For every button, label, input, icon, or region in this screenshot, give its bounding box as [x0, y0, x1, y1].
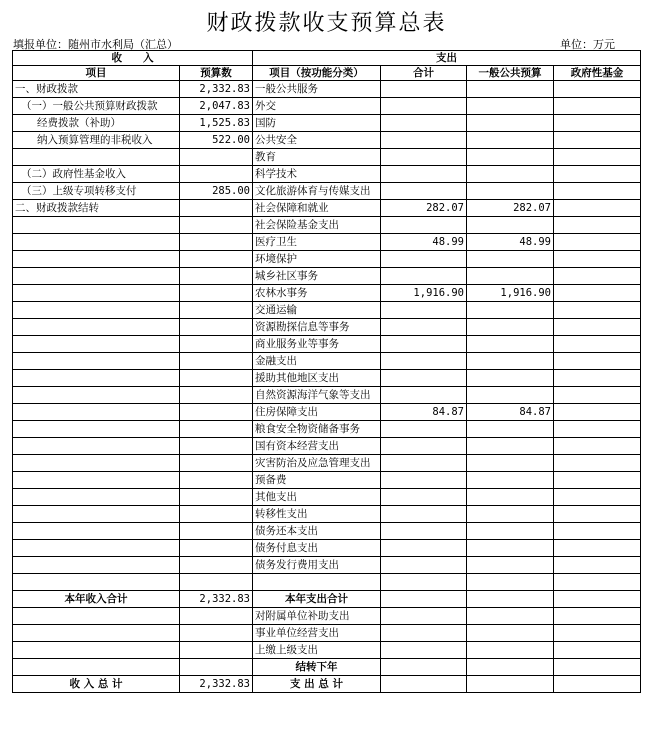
income-amount-cell: 522.00: [180, 132, 253, 149]
expense-item-cell: 灾害防治及应急管理支出: [253, 455, 381, 472]
header-total: 合计: [381, 66, 467, 81]
expense-general-cell: [467, 523, 554, 540]
income-item-cell: [13, 523, 180, 540]
table-row: [13, 608, 641, 625]
table-row: [13, 506, 641, 523]
table-row: [13, 234, 641, 251]
expense-general-cell: [467, 166, 554, 183]
expense-item-cell: 其他支出: [253, 489, 381, 506]
expense-total-cell: 282.07: [381, 200, 467, 217]
income-item-cell: （二）政府性基金收入: [13, 166, 180, 183]
income-item-cell: [13, 506, 180, 523]
expense-fund-cell: [554, 217, 641, 234]
expense-general-cell: [467, 387, 554, 404]
expense-fund-cell: [554, 353, 641, 370]
expense-general-cell: [467, 353, 554, 370]
expense-fund-cell: [554, 251, 641, 268]
table-row: [13, 285, 641, 302]
expense-total-cell: [381, 608, 467, 625]
expense-item-cell: 援助其他地区支出: [253, 370, 381, 387]
income-item-cell: [13, 285, 180, 302]
expense-total-cell: [381, 472, 467, 489]
expense-total-cell: [381, 506, 467, 523]
reporting-unit: 填报单位：随州市水利局（汇总）: [13, 38, 178, 51]
expense-fund-cell: [554, 608, 641, 625]
table-row: [13, 676, 641, 693]
expense-general-cell: [467, 659, 554, 676]
income-group-header: 收 入: [13, 51, 253, 66]
expense-item-cell: 公共安全: [253, 132, 381, 149]
expense-fund-cell: [554, 591, 641, 608]
expense-general-cell: [467, 472, 554, 489]
table-row: [13, 642, 641, 659]
expense-item-cell: 支 出 总 计: [253, 676, 381, 693]
expense-total-cell: [381, 336, 467, 353]
table-header-group-row: [13, 51, 641, 66]
income-amount-cell: 285.00: [180, 183, 253, 200]
expense-item-cell: 住房保障支出: [253, 404, 381, 421]
expense-general-cell: [467, 642, 554, 659]
income-amount-cell: [180, 370, 253, 387]
income-amount-cell: [180, 285, 253, 302]
expense-fund-cell: [554, 489, 641, 506]
expense-general-cell: [467, 183, 554, 200]
income-amount-cell: [180, 387, 253, 404]
expense-item-cell: 对附属单位补助支出: [253, 608, 381, 625]
table-row: [13, 336, 641, 353]
income-amount-cell: [180, 455, 253, 472]
income-item-cell: 经费拨款（补助）: [13, 115, 180, 132]
income-amount-cell: 2,047.83: [180, 98, 253, 115]
expense-total-cell: 1,916.90: [381, 285, 467, 302]
table-row: [13, 81, 641, 98]
income-amount-cell: [180, 421, 253, 438]
expense-general-cell: [467, 608, 554, 625]
expense-total-cell: [381, 523, 467, 540]
table-row: [13, 387, 641, 404]
expense-general-cell: [467, 302, 554, 319]
expense-general-cell: 1,916.90: [467, 285, 554, 302]
income-amount-cell: [180, 251, 253, 268]
expense-item-cell: 环境保护: [253, 251, 381, 268]
income-amount-cell: 2,332.83: [180, 676, 253, 693]
income-amount-cell: [180, 149, 253, 166]
income-item-cell: [13, 557, 180, 574]
expense-fund-cell: [554, 319, 641, 336]
expense-general-cell: [467, 98, 554, 115]
income-amount-cell: [180, 625, 253, 642]
expense-fund-cell: [554, 676, 641, 693]
expense-total-cell: [381, 421, 467, 438]
expense-item-cell: 国防: [253, 115, 381, 132]
income-amount-cell: [180, 353, 253, 370]
expense-total-cell: [381, 98, 467, 115]
expense-general-cell: [467, 319, 554, 336]
expense-general-cell: [467, 557, 554, 574]
expense-total-cell: [381, 217, 467, 234]
income-item-cell: [13, 251, 180, 268]
table-row: [13, 489, 641, 506]
table-row: [13, 421, 641, 438]
income-item-cell: [13, 336, 180, 353]
income-amount-cell: [180, 489, 253, 506]
expense-item-cell: 金融支出: [253, 353, 381, 370]
income-item-cell: [13, 659, 180, 676]
expense-general-cell: [467, 81, 554, 98]
expense-item-cell: 商业服务业等事务: [253, 336, 381, 353]
expense-fund-cell: [554, 659, 641, 676]
income-item-cell: [13, 217, 180, 234]
table-row: [13, 591, 641, 608]
income-item-cell: [13, 472, 180, 489]
income-amount-cell: [180, 506, 253, 523]
expense-item-cell: 转移性支出: [253, 506, 381, 523]
expense-item-cell: 上缴上级支出: [253, 642, 381, 659]
income-amount-cell: [180, 574, 253, 591]
expense-total-cell: [381, 81, 467, 98]
income-item-cell: [13, 438, 180, 455]
table-row: [13, 302, 641, 319]
expense-item-cell: 粮食安全物资储备事务: [253, 421, 381, 438]
expense-fund-cell: [554, 540, 641, 557]
expense-fund-cell: [554, 557, 641, 574]
table-row: [13, 166, 641, 183]
expense-general-cell: [467, 421, 554, 438]
income-amount-cell: 2,332.83: [180, 591, 253, 608]
expense-item-cell: 外交: [253, 98, 381, 115]
header-fund: 政府性基金: [554, 66, 641, 81]
expense-total-cell: [381, 642, 467, 659]
income-item-cell: [13, 302, 180, 319]
table-row: [13, 404, 641, 421]
income-amount-cell: [180, 438, 253, 455]
income-amount-cell: [180, 268, 253, 285]
income-item-cell: [13, 234, 180, 251]
expense-fund-cell: [554, 166, 641, 183]
income-item-cell: （一）一般公共预算财政拨款: [13, 98, 180, 115]
expense-total-cell: [381, 489, 467, 506]
income-amount-cell: [180, 319, 253, 336]
income-item-cell: 本年收入合计: [13, 591, 180, 608]
expense-total-cell: [381, 183, 467, 200]
expense-general-cell: [467, 540, 554, 557]
income-amount-cell: [180, 472, 253, 489]
expense-item-cell: 交通运输: [253, 302, 381, 319]
expense-item-cell: 城乡社区事务: [253, 268, 381, 285]
income-amount-cell: [180, 540, 253, 557]
expense-fund-cell: [554, 404, 641, 421]
expense-fund-cell: [554, 115, 641, 132]
income-amount-cell: [180, 642, 253, 659]
expense-item-cell: 债务发行费用支出: [253, 557, 381, 574]
expense-total-cell: [381, 625, 467, 642]
income-item-cell: [13, 404, 180, 421]
expense-general-cell: [467, 149, 554, 166]
expense-fund-cell: [554, 302, 641, 319]
table-row: [13, 557, 641, 574]
income-amount-cell: [180, 523, 253, 540]
table-row: [13, 251, 641, 268]
expense-fund-cell: [554, 268, 641, 285]
table-row: [13, 370, 641, 387]
table-row: [13, 319, 641, 336]
expense-total-cell: [381, 115, 467, 132]
expense-total-cell: [381, 591, 467, 608]
expense-general-cell: [467, 506, 554, 523]
income-amount-cell: 1,525.83: [180, 115, 253, 132]
expense-general-cell: [467, 115, 554, 132]
expense-total-cell: [381, 353, 467, 370]
income-amount-cell: [180, 234, 253, 251]
expense-general-cell: 48.99: [467, 234, 554, 251]
expense-general-cell: [467, 132, 554, 149]
expense-item-cell: 教育: [253, 149, 381, 166]
expense-fund-cell: [554, 149, 641, 166]
income-amount-cell: [180, 200, 253, 217]
expense-general-cell: [467, 438, 554, 455]
table-row: [13, 625, 641, 642]
income-item-cell: [13, 421, 180, 438]
income-amount-cell: 2,332.83: [180, 81, 253, 98]
table-row: [13, 268, 641, 285]
table-row: [13, 438, 641, 455]
expense-item-cell: 农林水事务: [253, 285, 381, 302]
expense-fund-cell: [554, 81, 641, 98]
income-item-cell: 纳入预算管理的非税收入: [13, 132, 180, 149]
expense-total-cell: [381, 387, 467, 404]
expense-fund-cell: [554, 625, 641, 642]
expense-total-cell: [381, 574, 467, 591]
income-item-cell: [13, 574, 180, 591]
income-item-cell: [13, 489, 180, 506]
budget-table: [12, 50, 641, 693]
expense-fund-cell: [554, 234, 641, 251]
expense-fund-cell: [554, 200, 641, 217]
expense-item-cell: 本年支出合计: [253, 591, 381, 608]
expense-fund-cell: [554, 370, 641, 387]
income-item-cell: 一、财政拨款: [13, 81, 180, 98]
income-amount-cell: [180, 166, 253, 183]
income-item-cell: （三）上级专项转移支付: [13, 183, 180, 200]
expense-general-cell: [467, 336, 554, 353]
expense-general-cell: [467, 574, 554, 591]
expense-total-cell: [381, 302, 467, 319]
table-row: [13, 115, 641, 132]
expense-fund-cell: [554, 387, 641, 404]
expense-fund-cell: [554, 438, 641, 455]
table-row: [13, 659, 641, 676]
header-budget: 预算数: [180, 66, 253, 81]
expense-item-cell: 结转下年: [253, 659, 381, 676]
table-row: [13, 574, 641, 591]
expense-fund-cell: [554, 421, 641, 438]
income-amount-cell: [180, 302, 253, 319]
header-item: 项目: [13, 66, 180, 81]
table-row: [13, 217, 641, 234]
expense-general-cell: [467, 370, 554, 387]
expense-item-cell: 一般公共服务: [253, 81, 381, 98]
expense-general-cell: 282.07: [467, 200, 554, 217]
table-row: [13, 132, 641, 149]
expense-general-cell: [467, 676, 554, 693]
expense-fund-cell: [554, 336, 641, 353]
table-row: [13, 523, 641, 540]
expense-fund-cell: [554, 506, 641, 523]
expense-fund-cell: [554, 523, 641, 540]
income-amount-cell: [180, 659, 253, 676]
income-item-cell: [13, 625, 180, 642]
expense-total-cell: [381, 149, 467, 166]
expense-general-cell: [467, 489, 554, 506]
expense-item-cell: 债务还本支出: [253, 523, 381, 540]
expense-item-cell: 医疗卫生: [253, 234, 381, 251]
expense-fund-cell: [554, 98, 641, 115]
expense-fund-cell: [554, 472, 641, 489]
income-item-cell: [13, 642, 180, 659]
expense-general-cell: [467, 591, 554, 608]
income-amount-cell: [180, 336, 253, 353]
expense-total-cell: [381, 557, 467, 574]
expense-total-cell: [381, 166, 467, 183]
income-item-cell: [13, 149, 180, 166]
table-row: [13, 472, 641, 489]
expense-item-cell: 文化旅游体育与传媒支出: [253, 183, 381, 200]
income-item-cell: [13, 608, 180, 625]
expense-item-cell: 社会保险基金支出: [253, 217, 381, 234]
income-amount-cell: [180, 608, 253, 625]
currency-unit: 单位：万元: [560, 38, 615, 51]
expense-general-cell: [467, 217, 554, 234]
income-item-cell: [13, 353, 180, 370]
expense-total-cell: [381, 370, 467, 387]
income-item-cell: [13, 455, 180, 472]
expense-total-cell: [381, 540, 467, 557]
income-item-cell: [13, 268, 180, 285]
table-row: [13, 149, 641, 166]
expense-total-cell: [381, 659, 467, 676]
report-title: 财政拨款收支预算总表: [206, 11, 447, 36]
expense-total-cell: 84.87: [381, 404, 467, 421]
expense-general-cell: [467, 455, 554, 472]
expense-general-cell: [467, 251, 554, 268]
expense-total-cell: [381, 132, 467, 149]
income-amount-cell: [180, 557, 253, 574]
expense-item-cell: 资源勘探信息等事务: [253, 319, 381, 336]
expense-fund-cell: [554, 642, 641, 659]
income-item-cell: [13, 387, 180, 404]
expense-item-cell: 科学技术: [253, 166, 381, 183]
expense-fund-cell: [554, 285, 641, 302]
table-row: [13, 200, 641, 217]
expense-total-cell: [381, 438, 467, 455]
income-item-cell: 二、财政拨款结转: [13, 200, 180, 217]
header-func-item: 项目（按功能分类）: [253, 66, 381, 81]
expense-total-cell: [381, 251, 467, 268]
income-item-cell: 收 入 总 计: [13, 676, 180, 693]
expense-group-header: 支出: [253, 51, 641, 66]
table-row: [13, 540, 641, 557]
expense-fund-cell: [554, 132, 641, 149]
income-item-cell: [13, 319, 180, 336]
expense-item-cell: 预备费: [253, 472, 381, 489]
expense-fund-cell: [554, 455, 641, 472]
expense-fund-cell: [554, 574, 641, 591]
expense-total-cell: [381, 455, 467, 472]
expense-total-cell: [381, 319, 467, 336]
expense-item-cell: 社会保障和就业: [253, 200, 381, 217]
expense-fund-cell: [554, 183, 641, 200]
expense-general-cell: [467, 268, 554, 285]
table-row: [13, 353, 641, 370]
expense-total-cell: 48.99: [381, 234, 467, 251]
income-item-cell: [13, 540, 180, 557]
table-row: [13, 455, 641, 472]
table-header-row: [13, 66, 641, 81]
expense-item-cell: [253, 574, 381, 591]
expense-total-cell: [381, 268, 467, 285]
table-row: [13, 98, 641, 115]
expense-item-cell: 债务付息支出: [253, 540, 381, 557]
expense-item-cell: 国有资本经营支出: [253, 438, 381, 455]
expense-item-cell: 事业单位经营支出: [253, 625, 381, 642]
income-amount-cell: [180, 217, 253, 234]
expense-general-cell: 84.87: [467, 404, 554, 421]
expense-general-cell: [467, 625, 554, 642]
table-row: [13, 183, 641, 200]
income-amount-cell: [180, 404, 253, 421]
expense-item-cell: 自然资源海洋气象等支出: [253, 387, 381, 404]
header-general: 一般公共预算: [467, 66, 554, 81]
expense-total-cell: [381, 676, 467, 693]
income-item-cell: [13, 370, 180, 387]
